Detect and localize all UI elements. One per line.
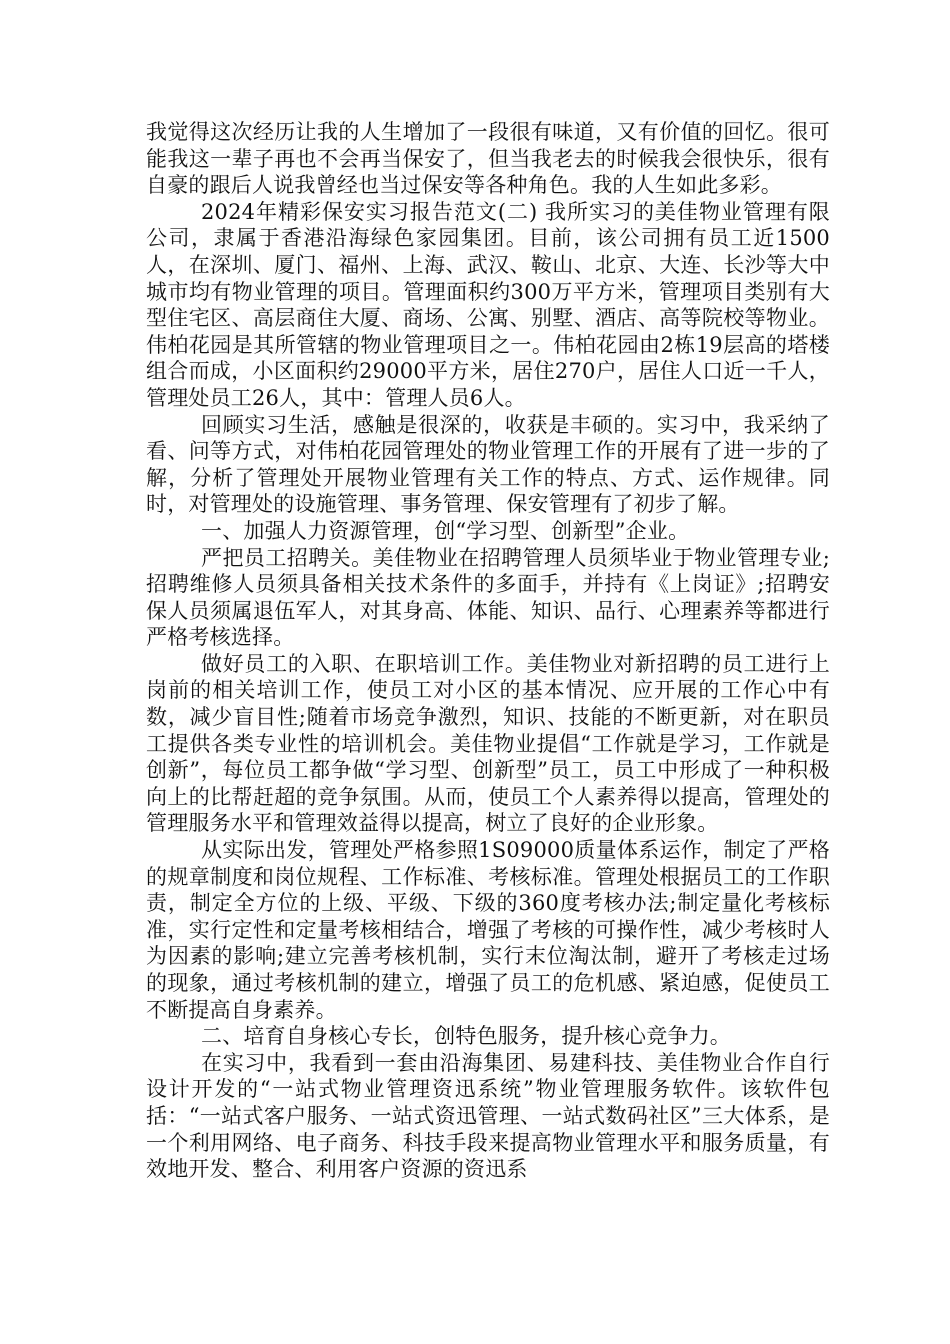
paragraph-5: 做好员工的入职、在职培训工作。美佳物业对新招聘的员工进行上岗前的相关培训工作，使员工对小区的基本情况、应开展的工作心中有数，减少盲目性;随着市场竞争激烈，知识、技能的不断更新，对在职员工提供各类专业性的培训机会。美佳物业提倡“工作就是学习，工作就是创新”，每位员工都争做“学习型、创新型”员工，员工中形成了一种积极向上的比帮赶超的竞争氛围。从而，使员工个人素养得以提高，管理处的管理服务水平和管理效益得以提高，树立了良好的企业形象。 bbox=[146, 651, 830, 836]
paragraph-6: 从实际出发，管理处严格参照1S09000质量体系运作，制定了严格的规章制度和岗位规程、工作标准、考核标准。管理处根据员工的工作职责，制定全方位的上级、平级、下级的360度考核办法;制定量化考核标准，实行定性和定量考核相结合，增强了考核的可操作性，减少考核时人为因素的影响;建立完善考核机制，实行末位淘汰制，避开了考核走过场的现象，通过考核机制的建立，增强了员工的危机感、紧迫感，促使员工不断提高自身素养。 bbox=[146, 838, 830, 1022]
document-body bbox=[146, 119, 830, 1183]
section-heading-1: 一、加强人力资源管理，创“学习型、创新型”企业。 bbox=[201, 518, 690, 543]
section-heading-2: 二、培育自身核心专长，创特色服务，提升核心竞争力。 bbox=[201, 1024, 731, 1049]
paragraph-2: 2024年精彩保安实习报告范文(二) 我所实习的美佳物业管理有限公司，隶属于香港沿海绿色家园集团。目前，该公司拥有员工近1500人，在深圳、厦门、福州、上海、武汉、鞍山、北京、大连、长沙等大中城市均有物业管理的项目。管理面积约300万平方米，管理项目类别有大型住宅区、高层商住大厦、商场、公寓、别墅、酒店、高等院校等物业。伟柏花园是其所管辖的物业管理项目之一。伟柏花园由2栋19层高的塔楼组合而成，小区面积约29000平方米，居住270户，居住人口近一千人，管理处员工26人，其中：管理人员6人。 bbox=[146, 199, 830, 410]
paragraph-7: 在实习中，我看到一套由沿海集团、易建科技、美佳物业合作自行设计开发的“一站式物业管理资迅系统”物业管理服务软件。该软件包括：“一站式客户服务、一站式资迅管理、一站式数码社区”三大体系，是一个利用网络、电子商务、科技手段来提高物业管理水平和服务质量，有效地开发、整合、利用客户资源的资迅系 bbox=[146, 1050, 830, 1182]
paragraph-1: 我觉得这次经历让我的人生增加了一段很有味道，又有价值的回忆。很可能我这一辈子再也不会再当保安了，但当我老去的时候我会很快乐，很有自豪的跟后人说我曾经也当过保安等各种角色。我的人生如此多彩。 bbox=[146, 120, 830, 198]
paragraph-3: 回顾实习生活，感触是很深的，收获是丰硕的。实习中，我采纳了看、问等方式，对伟柏花园管理处的物业管理工作的开展有了进一步的了解，分析了管理处开展物业管理有关工作的特点、方式、运作规律。同时，对管理处的设施管理、事务管理、保安管理有了初步了解。 bbox=[146, 412, 830, 517]
paragraph-4: 严把员工招聘关。美佳物业在招聘管理人员须毕业于物业管理专业;招聘维修人员须具备相关技术条件的多面手，并持有《上岗证》;招聘安保人员须属退伍军人，对其身高、体能、知识、品行、心理素养等都进行严格考核选择。 bbox=[146, 545, 830, 650]
